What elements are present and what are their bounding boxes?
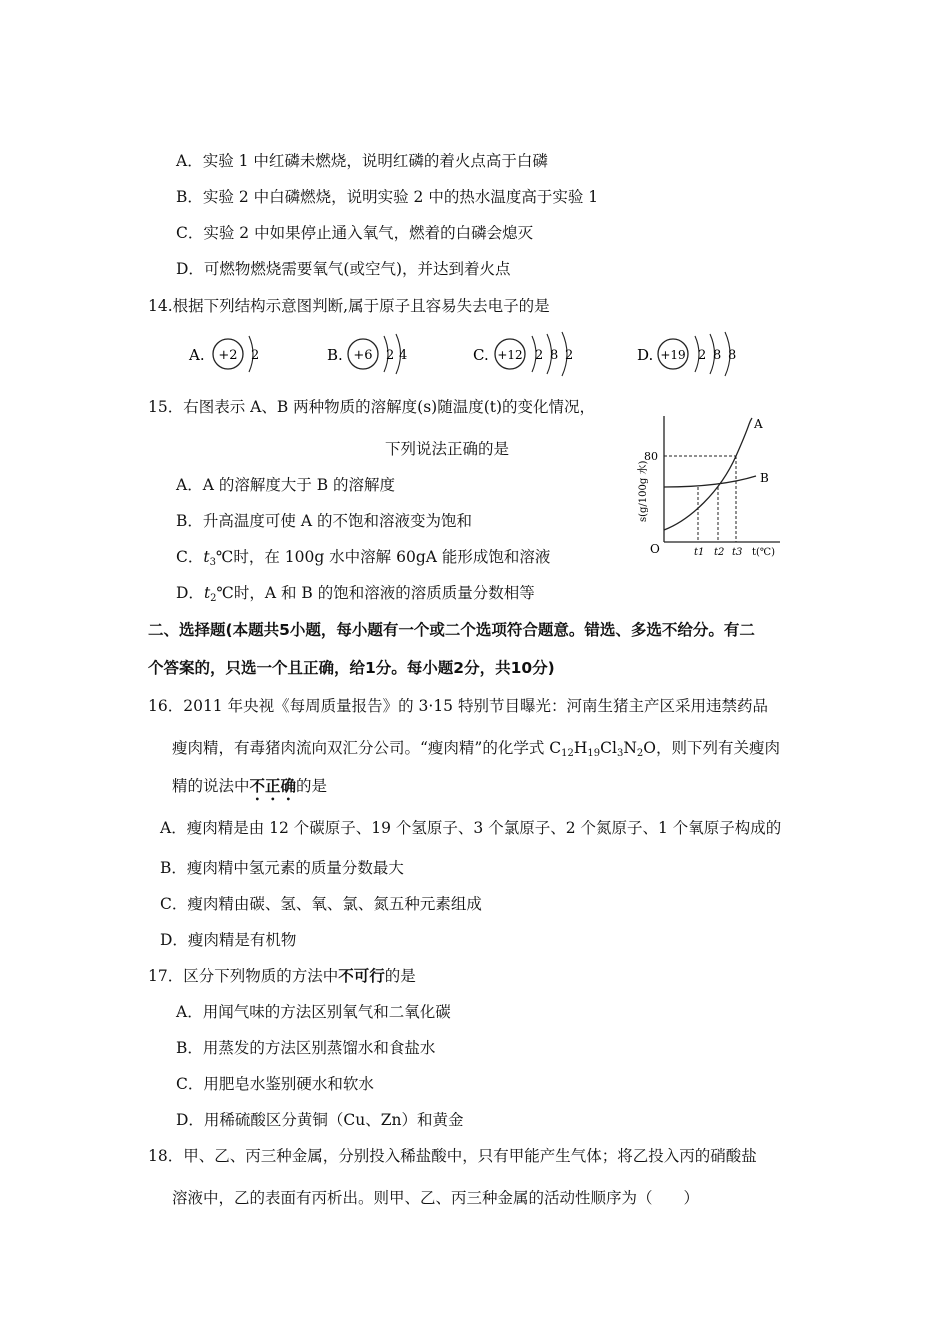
q18-stem-line1: 18．甲、乙、丙三种金属，分别投入稀盐酸中，只有甲能产生气体；将乙投入丙的硝酸盐 bbox=[148, 1147, 757, 1165]
q16-stem-line3: 精的说法中不正确的是 bbox=[172, 777, 328, 795]
section2-heading-line2: 个答案的，只选一个且正确，给1分。每小题2分，共10分) bbox=[148, 659, 555, 677]
emphasis-not-feasible: 不可行 bbox=[338, 967, 385, 985]
atom-diagram-a bbox=[188, 336, 259, 372]
atom-d-shell-1: 2 bbox=[698, 348, 707, 363]
q15-option-a: A．A 的溶解度大于 B 的溶解度 bbox=[176, 476, 396, 494]
q18-stem-line2: 溶液中，乙的表面有丙析出。则甲、乙、丙三种金属的活动性顺序为（ ） bbox=[172, 1189, 700, 1207]
atom-a-label: A. bbox=[189, 346, 205, 364]
q16-option-b: B．瘦肉精中氢元素的质量分数最大 bbox=[160, 859, 404, 877]
q15-stem-line2: 下列说法正确的是 bbox=[385, 440, 510, 458]
q17-option-a: A．用闻气味的方法区别氧气和二氧化碳 bbox=[176, 1003, 451, 1021]
q13-option-b: B．实验 2 中白磷燃烧，说明实验 2 中的热水温度高于实验 1 bbox=[176, 188, 599, 206]
curve-b bbox=[664, 476, 756, 487]
atom-b-label: B. bbox=[327, 346, 343, 364]
origin-label: O bbox=[650, 542, 660, 556]
atom-c-shell-2: 8 bbox=[550, 348, 559, 363]
section2-heading-line1: 二、选择题(本题共5小题，每小题有一个或二个选项符合题意。错选、多选不给分。有二 bbox=[148, 621, 755, 639]
emphasis-not-correct: 不正确 bbox=[249, 777, 297, 795]
atom-diagram-c bbox=[473, 332, 573, 376]
atom-b-shell-1: 2 bbox=[386, 348, 395, 363]
atom-c-label: C. bbox=[473, 346, 489, 364]
atom-c-shell-1: 2 bbox=[535, 348, 544, 363]
x-axis-label: t(℃) bbox=[752, 547, 776, 558]
curve-a bbox=[664, 418, 752, 530]
atom-c-nucleus: +12 bbox=[497, 348, 523, 362]
curve-b-label: B bbox=[760, 471, 769, 485]
q17-option-c: C．用肥皂水鉴别硬水和软水 bbox=[176, 1075, 374, 1093]
x-tick-t2: t2 bbox=[714, 547, 725, 558]
q14-stem: 14.根据下列结构示意图判断,属于原子且容易失去电子的是 bbox=[148, 297, 550, 315]
atom-diagram-b bbox=[327, 334, 407, 374]
atom-d-shell-3: 8 bbox=[728, 348, 737, 363]
q13-option-c: C．实验 2 中如果停止通入氧气，燃着的白磷会熄灭 bbox=[176, 224, 534, 242]
q17-stem: 17．区分下列物质的方法中不可行的是 bbox=[148, 967, 416, 985]
x-tick-t1: t1 bbox=[694, 547, 705, 558]
atom-d-shell-2: 8 bbox=[713, 348, 722, 363]
q15-stem-line1: 15．右图表示 A、B 两种物质的溶解度(s)随温度(t)的变化情况， bbox=[148, 398, 596, 416]
q15-option-d: D．$t_2℃$时，A 和 B 的饱和溶液的溶质质量分数相等 bbox=[176, 584, 535, 604]
atom-b-nucleus: +6 bbox=[353, 348, 373, 363]
q17-option-b: B．用蒸发的方法区别蒸馏水和食盐水 bbox=[176, 1039, 436, 1057]
y-tick-80: 80 bbox=[644, 450, 658, 463]
y-axis-label: s(g/100g 水) bbox=[638, 460, 649, 522]
q16-option-d: D．瘦肉精是有机物 bbox=[160, 931, 297, 949]
q15-option-b: B．升高温度可使 A 的不饱和溶液变为饱和 bbox=[176, 512, 472, 530]
q16-stem-line1: 16．2011 年央视《每周质量报告》的 3·15 特别节目曝光：河南生猪主产区采用违禁药品 bbox=[148, 697, 768, 715]
curve-a-label: A bbox=[754, 417, 763, 431]
atom-b-shell-2: 4 bbox=[399, 348, 408, 363]
q13-option-d: D．可燃物燃烧需要氧气(或空气)，并达到着火点 bbox=[176, 260, 511, 278]
q13-option-a: A．实验 1 中红磷未燃烧，说明红磷的着火点高于白磷 bbox=[176, 152, 548, 170]
atom-d-nucleus: +19 bbox=[660, 348, 686, 362]
q16-option-c: C．瘦肉精由碳、氢、氧、氯、氮五种元素组成 bbox=[160, 895, 482, 913]
x-tick-t3: t3 bbox=[732, 547, 743, 558]
atom-d-label: D. bbox=[637, 346, 654, 364]
atomic-structure-figure bbox=[185, 328, 755, 380]
atom-a-shell-1: 2 bbox=[251, 348, 260, 363]
q16-stem-line2: 瘦肉精，有毒猪肉流向双汇分公司。“瘦肉精”的化学式 $C_{12}H_{19}Cl_3N_2O$，则下列有关瘦肉 bbox=[172, 739, 780, 759]
atom-c-shell-3: 2 bbox=[565, 348, 574, 363]
q16-option-a: A．瘦肉精是由 12 个碳原子、19 个氢原子、3 个氯原子、2 个氮原子、1 个氧原子构成的 bbox=[160, 819, 782, 837]
q15-option-c: C．$t_3℃$时，在 100g 水中溶解 60gA 能形成饱和溶液 bbox=[176, 548, 551, 568]
solubility-graph bbox=[630, 412, 790, 562]
atom-a-nucleus: +2 bbox=[218, 348, 238, 363]
atom-diagram-d bbox=[637, 332, 736, 376]
q17-option-d: D．用稀硫酸区分黄铜（Cu、Zn）和黄金 bbox=[176, 1111, 464, 1129]
